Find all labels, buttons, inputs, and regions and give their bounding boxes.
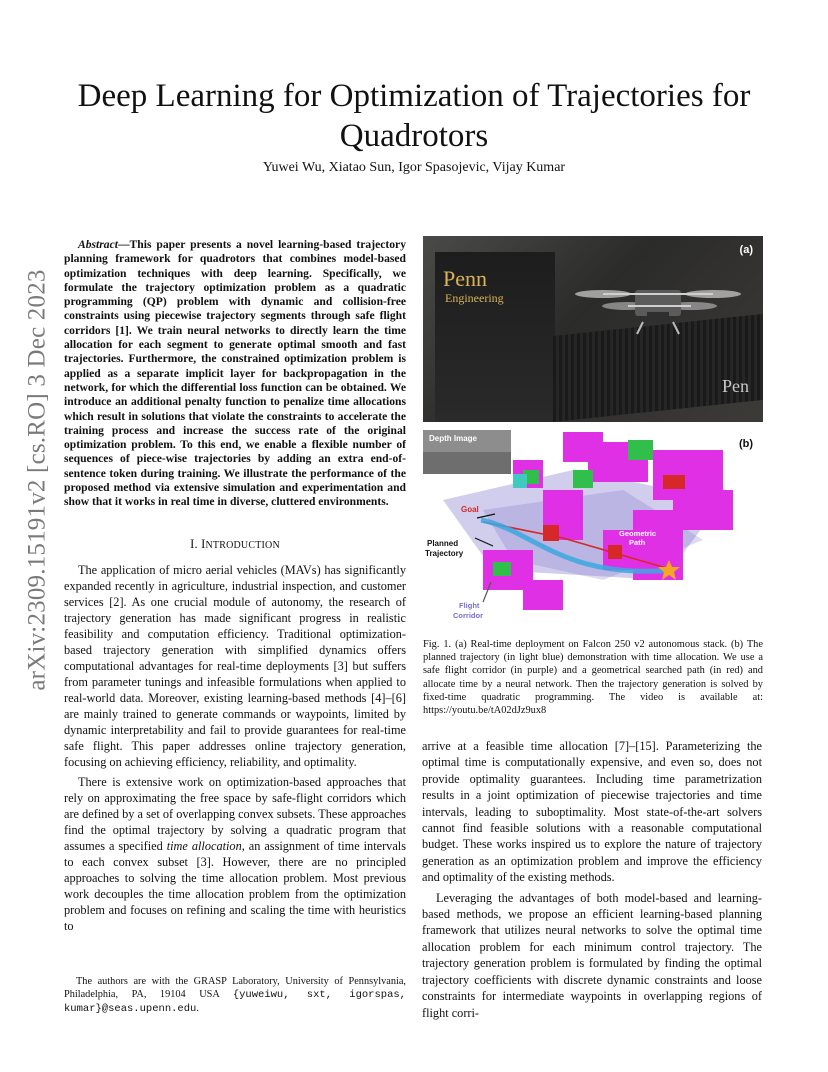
label-corridor-2: Corridor [453, 611, 483, 620]
section-numeral: I. [190, 536, 198, 551]
panel-a-label: (a) [739, 244, 753, 256]
abstract-label: Abstract [78, 238, 118, 251]
abstract [64, 238, 406, 510]
trajectory-visualization [423, 430, 763, 626]
photo-text-block: Pen [722, 376, 749, 396]
label-corridor-1: Flight [459, 601, 480, 610]
author-footnote [64, 975, 406, 1016]
intro-paragraph-1: The application of micro aerial vehicles (MAVs) has significantly expanded recently in agriculture, industrial inspection, and customer services [2]. As one crucial module of autonomy, the research of trajectory generation has made significant progress in realistic feasibility and computation efficiency. Traditional optimization-based trajectory generation with simplified dynamics offers computational advantages for real-time deployments [3] but suffers from parameter tunings and infeasible formulations when applied to real-world data. Moreover, existing learning-based methods [4]–[6] are mainly trained to generate commands or waypoints, limited by dynamic interpretability and fail to provide guarantees for real-time safe flight. This paper addresses online trajectory generation, focusing on achieving efficiency, reliability, and optimality. [64, 562, 406, 769]
label-depth-image: Depth Image [429, 434, 478, 443]
footnote-end: . [196, 1003, 199, 1014]
figure-caption-text: (a) Real-time deployment on Falcon 250 v2 autonomous stack. (b) The planned trajectory (in light blue) demonstration with time allocation. We use a safe flight corridor (in purple) and a geometrical searched path (in red) and allocate time by a neural network. Then the trajectory generation is solved by fixed-time quadratic programming. The video is available at: https://youtu.be/tA02dJz9ux8 [423, 639, 763, 717]
label-geometric-1: Geometric [619, 529, 657, 538]
figure-caption-tag: Fig. 1. [423, 639, 452, 650]
panel-b-label: (b) [738, 438, 753, 450]
intro-paragraph-2-start: There is extensive work on optimization-based approaches that rely on approximating the free space by safe-flight corridors which are defined by a set of overlapping convex subsets. These approaches find the optimal trajectory by solving a quadratic program that assumes a specified [64, 774, 406, 853]
figure-caption [423, 638, 763, 717]
arxiv-identifier: arXiv:2309.15191v2 [cs.RO] 3 Dec 2023 [24, 269, 51, 691]
label-planned-2: Trajectory [425, 549, 464, 558]
intro-paragraph-2 [64, 774, 406, 934]
label-geometric-2: Path [629, 538, 646, 547]
time-allocation-term: time allocation [166, 838, 242, 853]
label-replan-1: Replan [685, 563, 711, 572]
figure-panel-a-photo [423, 236, 763, 422]
label-goal: Goal [461, 505, 479, 514]
label-replan-2: Start [687, 572, 705, 581]
photo-text-penn: Penn [443, 266, 487, 291]
photo-text-engineering: Engineering [445, 291, 504, 305]
arxiv-side-stamp [18, 269, 58, 691]
figure-1 [423, 236, 763, 717]
section-title-initial: I [201, 536, 206, 551]
intro-paragraph-2-end: , an assignment of time intervals to each convex subset [3]. However, there are no principled approaches to solving the time allocation problem. Most previous work decouples the time allocation problem from the optimization problem and focuses on refining and scaling the time with heuristics to [64, 838, 406, 933]
intro-paragraph-4: Leveraging the advantages of both model-based and learning-based methods, we propose an efficient learning-based planning framework that utilizes neural networks to solve the optimal time allocation problem for each minimum control trajectory. The trajectory generation problem is formulated by finding the optimal trajectory coefficients with discrete dynamic constraints and loose constraints for intermediate waypoints in overlapping regions of flight corri- [422, 890, 762, 1020]
footnote-emails: {yuweiwu, sxt, igorspas, kumar}@seas.upenn.edu [64, 989, 406, 1015]
abstract-text: —This paper presents a novel learning-based trajectory planning framework for quadrotors that combines model-based optimization techniques with deep learning. Specifically, we formulate the trajectory optimization problem as a quadratic programming (QP) problem with dynamic and collision-free constraints using piecewise trajectory segments through safe flight corridors [1]. We train neural networks to directly learn the time allocation for each segment to generate optimal smooth and fast trajectories. Furthermore, the constrained optimization problem is applied as a separate implicit layer for backpropagation in the network, for which the differential loss function can be obtained. We introduce an additional penalty function to penalize time allocations which result in solutions that violate the constraints to accelerate the training process and increase the success rate of the original optimization problem. To this end, we enable a flexible number of sequences of piece-wise trajectories by adding an extra end-of-sentence token during training. We illustrate the performance of the proposed method via extensive simulation and experimentation and show that it works in real time in diverse, cluttered environments. [64, 238, 406, 509]
figure-panel-b-visualization [423, 430, 763, 626]
footnote-text: The authors are with the GRASP Laboratory, University of Pennsylvania, Philadelphia, PA, 19104 USA [64, 976, 406, 1000]
right-column [422, 738, 762, 1021]
left-column [64, 238, 406, 934]
section-title-rest: NTRODUCTION [205, 539, 280, 551]
intro-paragraph-3: arrive at a feasible time allocation [7]–[15]. Parameterizing the optimal time is computationally expensive, and even so, does not provide optimality guarantees. Including time parametrization results in a joint optimization of piecewise trajectories and time intervals, leading to suboptimality. Most state-of-the-art solvers cannot find feasible solutions with a reasonable computational budget. These works inspired us to explore the nature of trajectory generation as an optimization problem and improve the efficiency and optimality of the existing methods. [422, 739, 762, 885]
author-list: Yuwei Wu, Xiatao Sun, Igor Spasojevic, Vijay Kumar [262, 160, 566, 175]
paper-title: Deep Learning for Optimization of Trajectories for Quadrotors [77, 78, 751, 154]
section-heading-introduction [64, 536, 406, 554]
quadrotor-drone-icon [573, 276, 743, 336]
label-planned-1: Planned [427, 539, 459, 548]
